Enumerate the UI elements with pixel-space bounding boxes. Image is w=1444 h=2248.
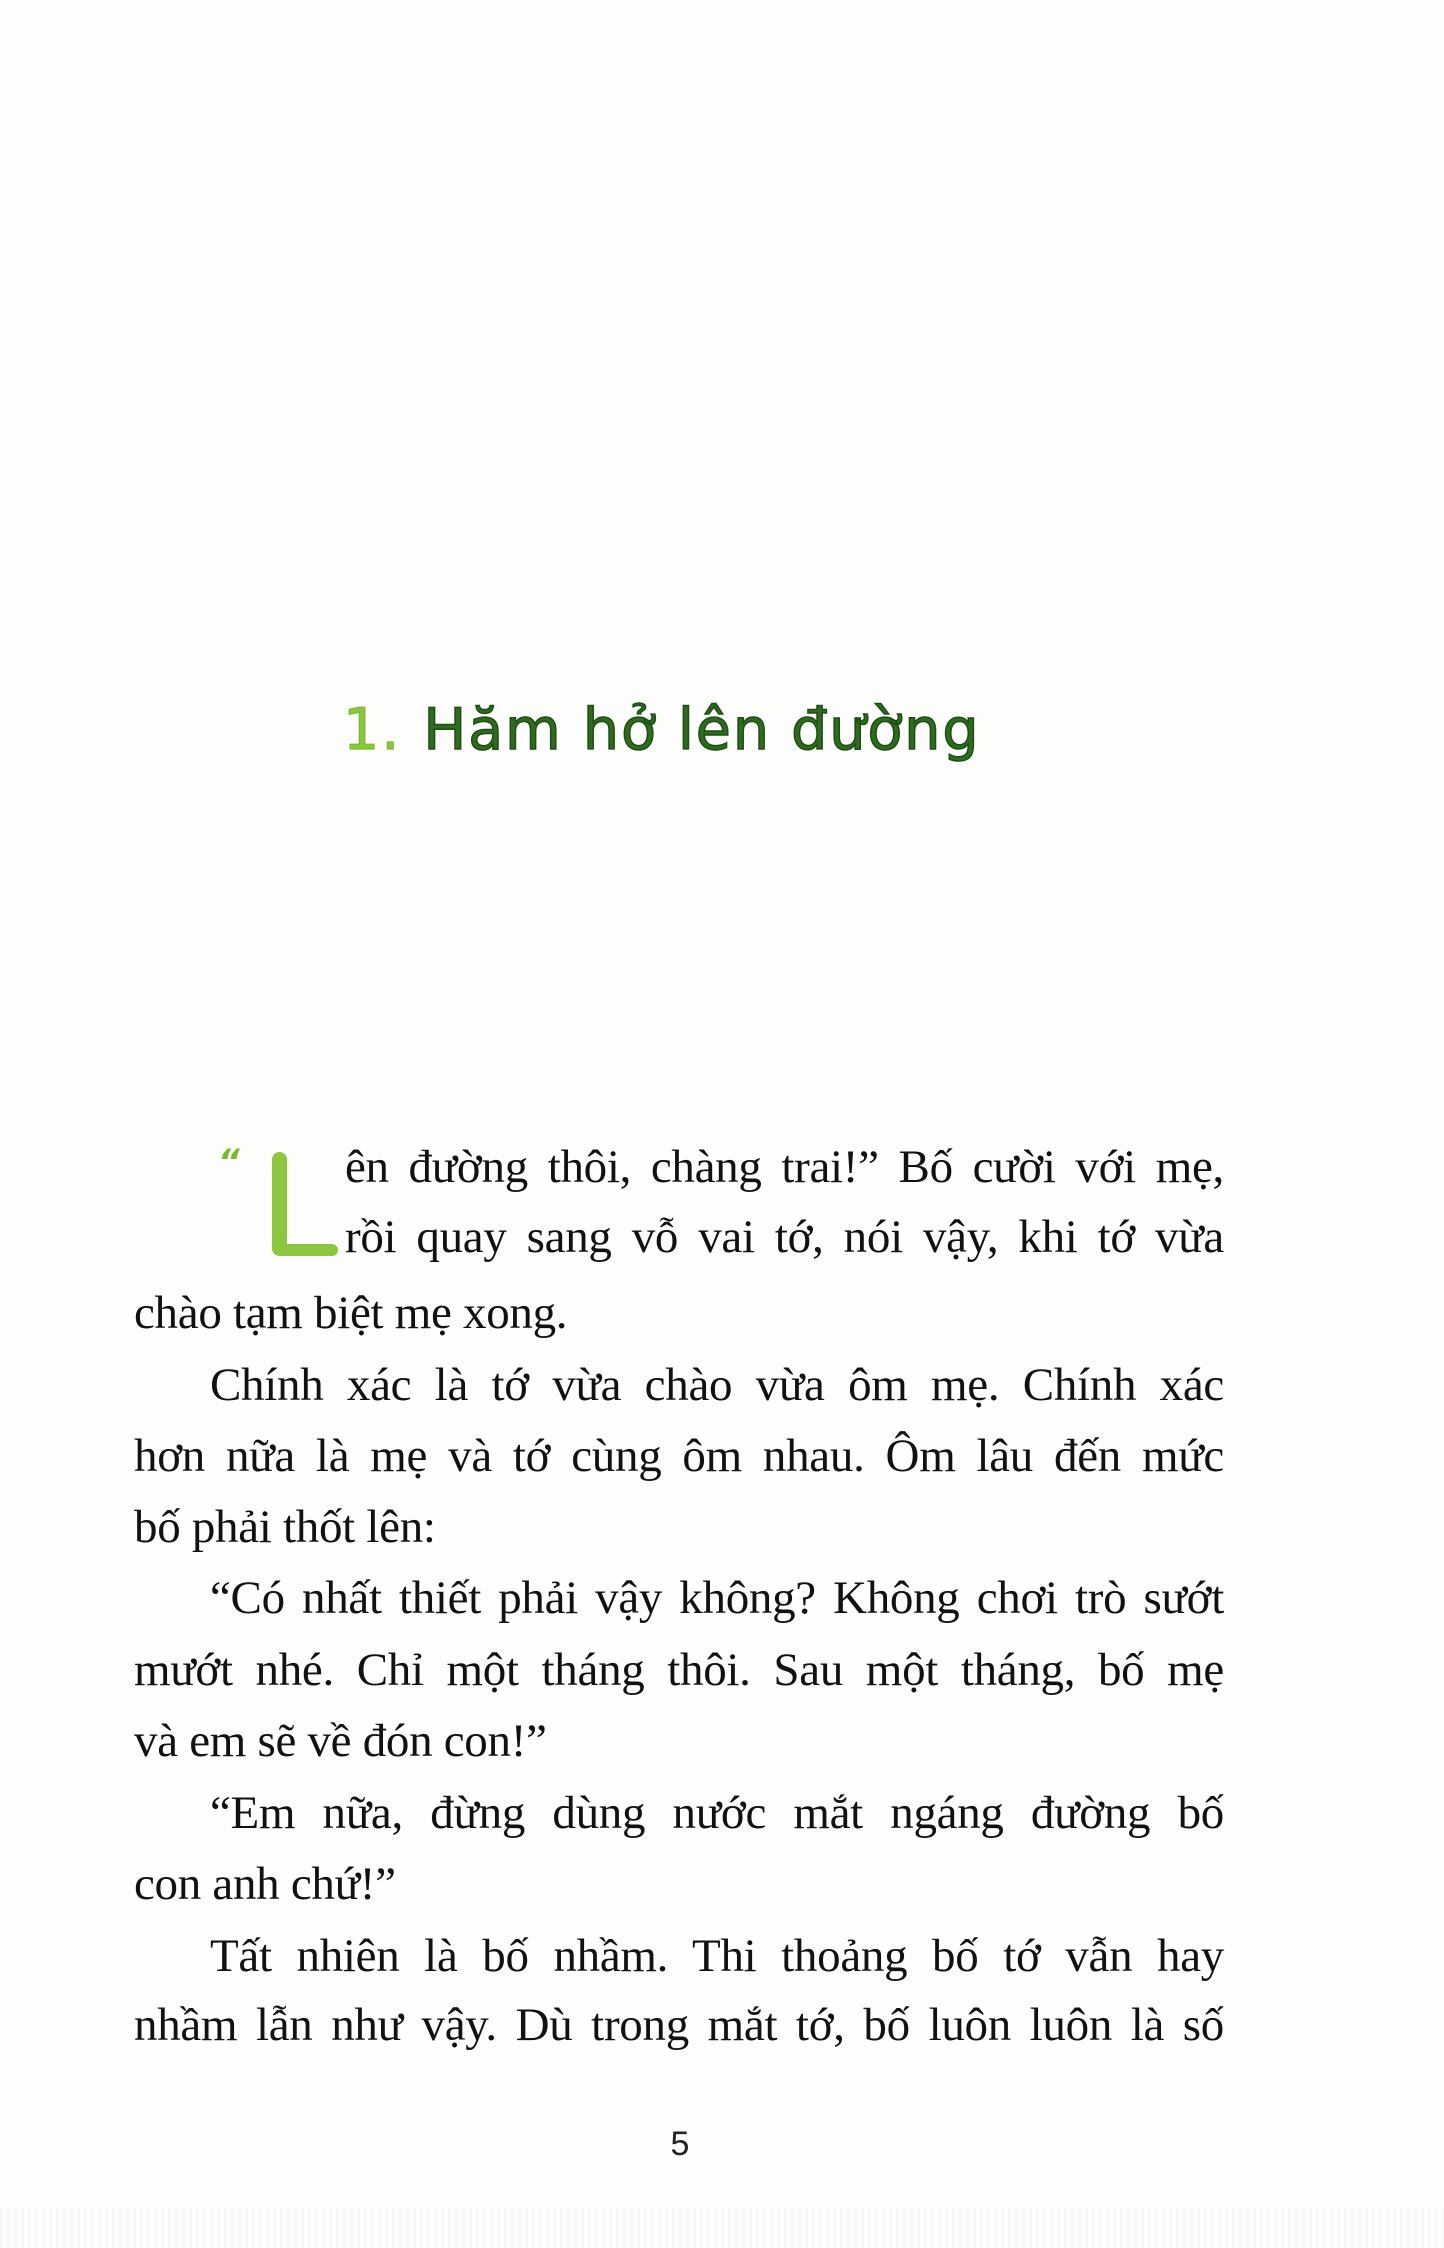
- body-line: nhầm lẫn như vậy. Dù trong mắt tớ, bố luôn luôn là số: [134, 1999, 1224, 2051]
- opening-quote-mark: “: [218, 1142, 241, 1182]
- body-line: mướt nhé. Chỉ một tháng thôi. Sau một tháng, bố mẹ: [134, 1644, 1224, 1696]
- body-line: con anh chứ!”: [134, 1858, 396, 1910]
- drop-cap-arm: [272, 1244, 338, 1256]
- page-number: 5: [670, 2125, 690, 2163]
- body-line: “Em nữa, đừng dùng nước mắt ngáng đường bố: [210, 1787, 1224, 1839]
- chapter-heading: [343, 690, 981, 770]
- body-line: ên đường thôi, chàng trai!” Bố cười với mẹ,: [345, 1141, 1224, 1193]
- body-line: Tất nhiên là bố nhầm. Thi thoảng bố tớ vẫn hay: [210, 1930, 1224, 1982]
- scan-artifact: [0, 2208, 1444, 2248]
- drop-cap-letter-l: [272, 1152, 338, 1256]
- body-line: “Có nhất thiết phải vậy không? Không chơi trò sướt: [210, 1572, 1224, 1624]
- chapter-title: Hăm hở lên đường: [423, 697, 981, 763]
- drop-cap-stem: [272, 1152, 287, 1256]
- body-line: và em sẽ về đón con!”: [134, 1715, 547, 1767]
- body-line: Chính xác là tớ vừa chào vừa ôm mẹ. Chính xác: [210, 1359, 1224, 1411]
- chapter-number: 1.: [343, 697, 402, 763]
- body-line: chào tạm biệt mẹ xong.: [134, 1287, 568, 1339]
- body-line: bố phải thốt lên:: [134, 1501, 436, 1553]
- body-line: rồi quay sang vỗ vai tớ, nói vậy, khi tớ vừa: [345, 1211, 1224, 1263]
- body-line: hơn nữa là mẹ và tớ cùng ôm nhau. Ôm lâu đến mức: [134, 1430, 1224, 1482]
